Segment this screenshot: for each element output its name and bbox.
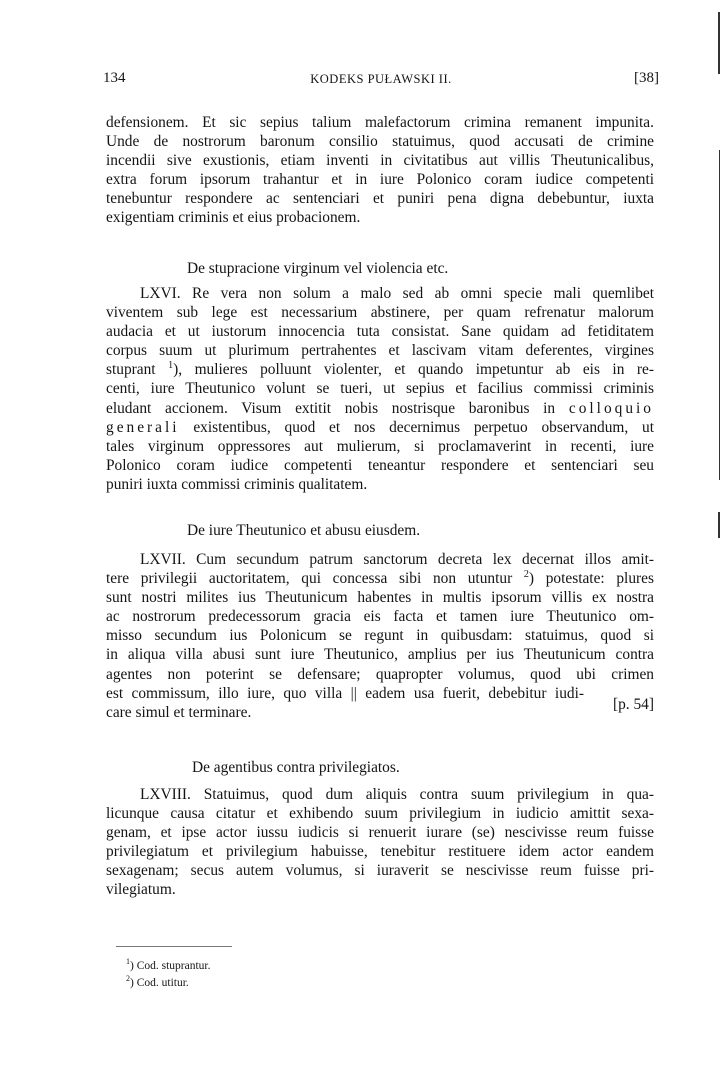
text-line: tales virginum oppressores aut mulierum, si proclamaverint in recenti, iure: [106, 437, 654, 455]
paragraph-67: [106, 550, 654, 722]
text-line: defensionem. Et sic sepius talium malefactorum crimina remanent impunita.: [106, 114, 654, 131]
page-number: 134: [103, 70, 126, 86]
footnote-ref: 1: [168, 360, 174, 372]
text-line: in aliqua villa abusi sunt iure Theutunico, amplius per ius Theutunicum contra: [106, 646, 654, 664]
text-line: sexagenam; secus autem volumus, si iuraverit se nescivisse reum fuisse pri-: [106, 862, 654, 880]
text-line: LXVI. Re vera non solum a malo sed ab omni specie mali quemlibet: [140, 285, 654, 302]
text-line: ac nostrorum predecessorum gracia eis facta et tamen iure Theutunico om-: [106, 608, 654, 626]
text-line: centi, iure Theutunico volunt se tueri, ut sepius et facilius commissi criminis: [106, 380, 654, 398]
text-line: care simul et terminare.: [106, 703, 252, 721]
footnote-2: [126, 975, 211, 992]
margin-page-ref: [p. 54]: [612, 696, 654, 713]
folio-number: [38]: [634, 70, 659, 86]
paragraph-opening: [106, 113, 654, 228]
footnotes: [126, 958, 211, 992]
text-line: viventem sub lege est necessarium abstinere, per quam refrenatur malorum: [106, 304, 654, 322]
text-fragment: eludant accionem. Visum extitit nobis nostrisque baronibus in: [106, 399, 556, 417]
running-header: [103, 70, 659, 92]
text-line: puniri iuxta commissi criminis qualitatem.: [106, 475, 368, 493]
footnote-1: [126, 958, 211, 975]
text-line: Unde de nostrorum baronum consilio statuimus, quod accusati de crimine: [106, 133, 654, 151]
text-line: vilegiatum.: [106, 881, 176, 899]
text-fragment: ) potestate: plures: [528, 570, 654, 588]
text-line: sunt nostri milites ius Theutunicum habentes in multis ipsorum villis ex nostra: [106, 589, 654, 607]
text-line: Polonico coram iudice competenti teneantur respondere et sentenciari seu: [106, 456, 654, 474]
spaced-text: colloquio: [568, 399, 654, 417]
text-line: licunque causa citatur et exhibendo suum privilegium in iudicio amittit sexa-: [106, 805, 654, 823]
text-line: [106, 399, 654, 418]
footnote-ref: 2: [523, 568, 529, 580]
text-fragment: ), mulieres polluunt violenter, et quando impetuntur ab eis in re-: [173, 361, 654, 379]
text-line: agentes non poterint se defensare; quapropter volumus, quod ubi crimen: [106, 665, 654, 683]
text-line: audacia et ut iustorum innocencia tuta consistat. Sane quidam ad fetiditatem: [106, 323, 654, 341]
footnote-mark: 2: [126, 974, 130, 984]
text-line: tenebuntur respondere ac sentenciari et puniri pena digna debebuntur, iuxta: [106, 190, 654, 208]
footnote-mark: 1: [126, 957, 130, 967]
section-heading-68: De agentibus contra privilegiatos.: [192, 759, 400, 776]
spaced-text: generali: [106, 418, 180, 436]
text-fragment: existentibus, quod et nos decernimus perpetuo observandum, ut: [193, 418, 654, 436]
text-line: LXVII. Cum secundum patrum sanctorum decreta lex decernat illos amit-: [140, 551, 654, 568]
text-fragment: tere privilegii auctoritatem, qui concessa sibi non utuntur: [106, 570, 513, 588]
text-line: corpus suum ut plurimum pertrahentes et lascivam vitam deferentes, virgines: [106, 342, 654, 360]
text-line: incendii sive exustionis, etiam inventi in civitatibus aut villis Theutunicalibus,: [106, 152, 654, 170]
footnote-text: ) Cod. utitur.: [130, 977, 189, 989]
section-heading-67: De iure Theutunico et abusu eiusdem.: [187, 522, 421, 539]
text-line: misso secundum ius Polonicum se regunt in quibusdam: statuimus, quod si: [106, 627, 654, 645]
text-line: [106, 569, 654, 588]
text-line: exigentiam criminis et eius probacionem.: [106, 209, 361, 227]
text-line: est commissum, illo iure, quo villa || eadem usa fuerit, debebitur iudi-: [106, 684, 584, 702]
paragraph-68: [106, 785, 654, 900]
text-line: genam, et ipse actor iussu iudicis si renuerit iurare (se) nescivisse reum fuisse: [106, 824, 654, 842]
section-heading-66: De stupracione virginum vel violencia etc.: [187, 260, 449, 277]
text-line: [106, 360, 654, 379]
paragraph-66: [106, 284, 654, 494]
text-line: [106, 418, 654, 437]
footnote-text: ) Cod. stuprantur.: [130, 960, 211, 972]
footnote-divider: [116, 946, 232, 947]
text-line: extra forum ipsorum trahantur et in iure Polonico coram iudice competenti: [106, 171, 654, 189]
text-fragment: stuprant: [106, 361, 156, 379]
running-title: KODEKS PUŁAWSKI II.: [310, 72, 452, 86]
text-line: privilegiatum et privilegium habuisse, tenebitur restituere idem actor eandem: [106, 843, 654, 861]
text-line: LXVIII. Statuimus, quod dum aliquis contra suum privilegium in qua-: [140, 786, 654, 803]
